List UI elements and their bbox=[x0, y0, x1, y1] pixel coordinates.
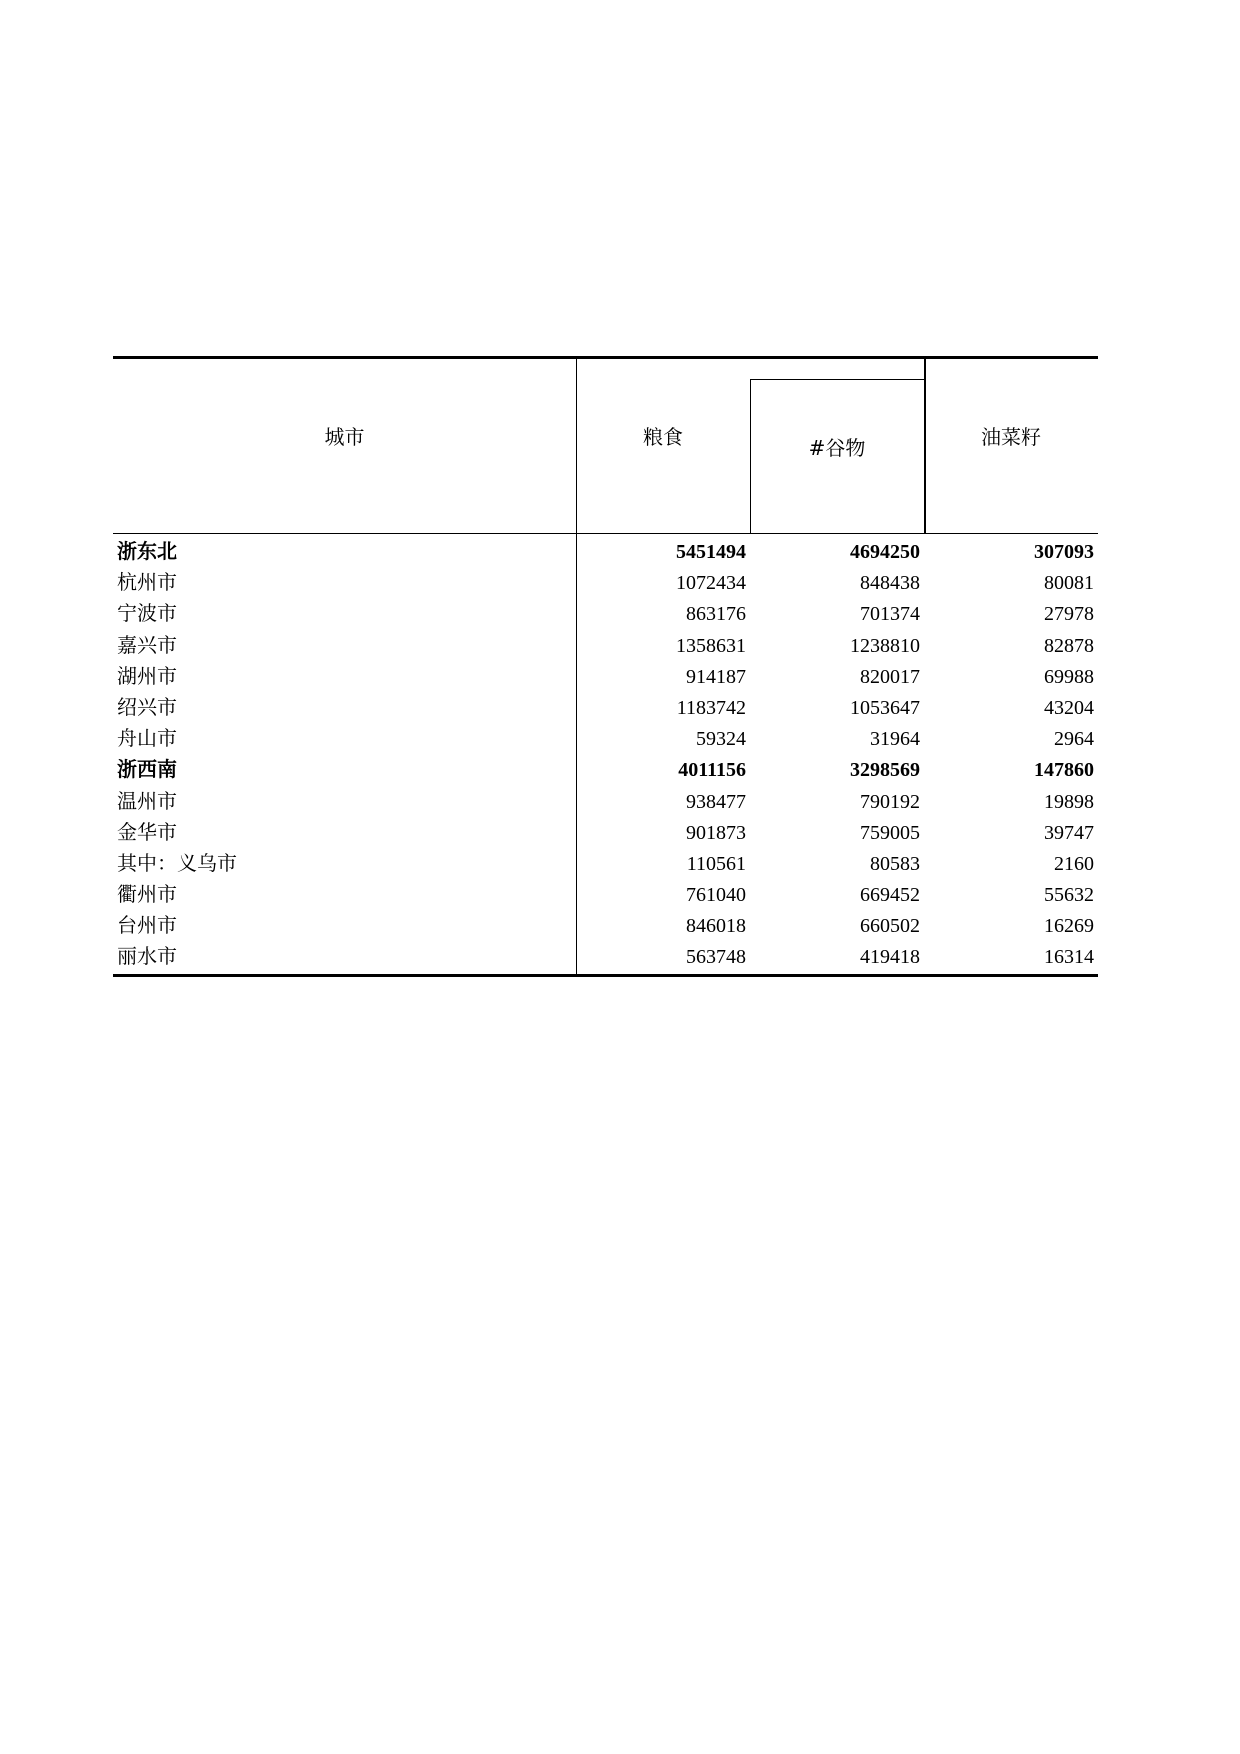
table-row bbox=[113, 723, 1098, 754]
cereal-cell: 701374 bbox=[860, 603, 920, 626]
grain-cell: 914187 bbox=[686, 665, 746, 688]
city-cell: 台州市 bbox=[117, 913, 177, 938]
table-row bbox=[113, 630, 1098, 661]
city-cell: 丽水市 bbox=[117, 944, 177, 969]
city-cell: 湖州市 bbox=[117, 663, 177, 688]
cereal-cell: 80583 bbox=[870, 852, 920, 875]
grain-cell: 5451494 bbox=[676, 541, 746, 563]
table-row bbox=[113, 661, 1098, 692]
rapeseed-cell: 2964 bbox=[1054, 728, 1094, 751]
cereal-cell: 669452 bbox=[860, 884, 920, 907]
header-city: 城市 bbox=[324, 425, 365, 449]
rapeseed-cell: 80081 bbox=[1044, 572, 1094, 595]
city-cell: 宁波市 bbox=[117, 601, 177, 626]
grain-cell: 901873 bbox=[686, 821, 746, 844]
grain-cell: 1358631 bbox=[676, 634, 746, 657]
rapeseed-cell: 43204 bbox=[1044, 696, 1094, 719]
rapeseed-cell: 39747 bbox=[1044, 821, 1094, 844]
cereal-cell: 1238810 bbox=[850, 634, 920, 657]
header-rapeseed: 油菜籽 bbox=[981, 425, 1041, 449]
region-row bbox=[113, 536, 1098, 567]
rapeseed-cell: 2160 bbox=[1054, 852, 1094, 875]
city-cell: 浙东北 bbox=[117, 539, 177, 563]
grain-cell: 1183742 bbox=[676, 696, 746, 719]
rapeseed-cell: 147860 bbox=[1034, 759, 1094, 782]
table-body bbox=[113, 536, 1098, 973]
rapeseed-cell: 307093 bbox=[1034, 541, 1094, 563]
cereal-cell: 848438 bbox=[860, 572, 920, 595]
table-row bbox=[113, 786, 1098, 817]
table-row bbox=[113, 598, 1098, 629]
city-cell: 浙西南 bbox=[117, 757, 177, 782]
region-row bbox=[113, 754, 1098, 785]
grain-cell: 110561 bbox=[686, 852, 746, 875]
header-cereal: #谷物 bbox=[808, 436, 866, 460]
cereal-cell: 820017 bbox=[860, 665, 920, 688]
city-cell: 金华市 bbox=[117, 819, 177, 844]
grain-cell: 4011156 bbox=[678, 759, 746, 782]
rapeseed-cell: 55632 bbox=[1044, 884, 1094, 907]
city-cell: 其中：义乌市 bbox=[117, 850, 237, 875]
grain-cell: 761040 bbox=[686, 884, 746, 907]
table-header bbox=[113, 359, 1098, 534]
bottom-rule bbox=[113, 974, 1098, 977]
city-cell: 绍兴市 bbox=[117, 694, 177, 719]
grain-cell: 846018 bbox=[686, 915, 746, 938]
rapeseed-cell: 19898 bbox=[1044, 790, 1094, 813]
cereal-cell: 1053647 bbox=[850, 696, 920, 719]
rapeseed-cell: 16269 bbox=[1044, 915, 1094, 938]
city-cell: 杭州市 bbox=[117, 570, 177, 595]
rapeseed-cell: 16314 bbox=[1044, 946, 1094, 969]
city-cell: 温州市 bbox=[117, 788, 177, 813]
grain-cell: 59324 bbox=[696, 728, 746, 751]
header-grain: 粮食 bbox=[643, 425, 683, 449]
rapeseed-cell: 27978 bbox=[1044, 603, 1094, 626]
grain-cell: 863176 bbox=[686, 603, 746, 626]
table-row bbox=[113, 567, 1098, 598]
cereal-cell: 759005 bbox=[860, 821, 920, 844]
cereal-cell: 4694250 bbox=[850, 541, 920, 563]
grain-cell: 938477 bbox=[686, 790, 746, 813]
city-cell: 舟山市 bbox=[117, 726, 177, 751]
cereal-cell: 419418 bbox=[860, 946, 920, 969]
table-row bbox=[113, 910, 1098, 941]
table-row bbox=[113, 879, 1098, 910]
table-row bbox=[113, 817, 1098, 848]
table-row bbox=[113, 848, 1098, 879]
table-row bbox=[113, 941, 1098, 972]
grain-cell: 1072434 bbox=[676, 572, 746, 595]
header-subbox-top bbox=[750, 379, 925, 380]
cereal-cell: 660502 bbox=[860, 915, 920, 938]
header-bottom-rule bbox=[113, 533, 1098, 534]
cereal-cell: 790192 bbox=[860, 790, 920, 813]
city-cell: 衢州市 bbox=[117, 882, 177, 907]
grain-cell: 563748 bbox=[686, 946, 746, 969]
cereal-cell: 31964 bbox=[870, 728, 920, 751]
cereal-cell: 3298569 bbox=[850, 759, 920, 782]
table-row bbox=[113, 692, 1098, 723]
rapeseed-cell: 69988 bbox=[1044, 665, 1094, 688]
rapeseed-cell: 82878 bbox=[1044, 634, 1094, 657]
city-cell: 嘉兴市 bbox=[117, 632, 177, 657]
